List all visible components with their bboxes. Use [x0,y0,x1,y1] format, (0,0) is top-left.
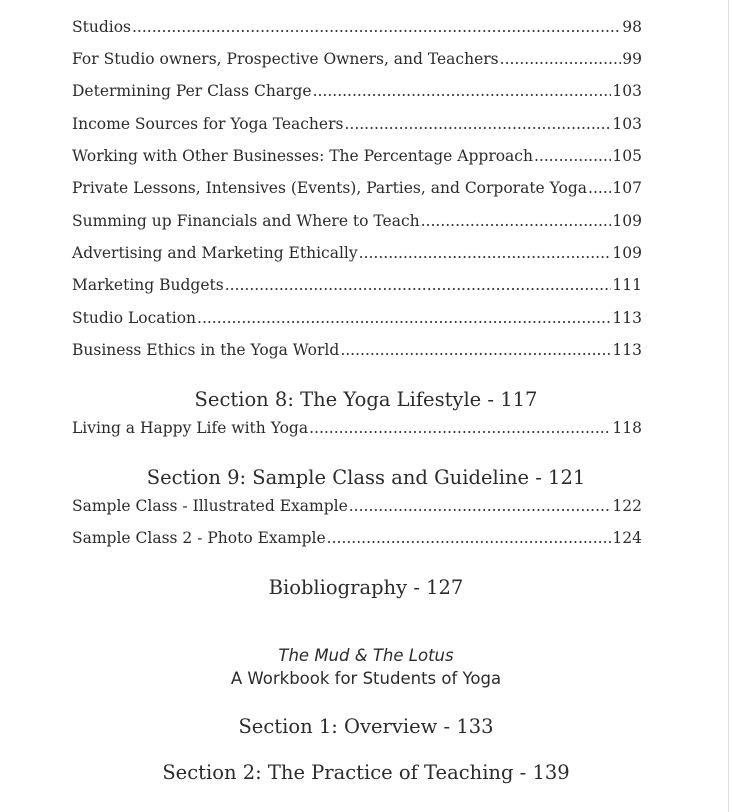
toc-entry[interactable] [72,48,642,70]
dot-leader [313,80,612,102]
toc-entry-title: Marketing Budgets [72,276,224,294]
toc-entry-title: Advertising and Marketing Ethically [72,244,358,262]
dot-leader [132,16,621,38]
toc-entry-title: Private Lessons, Intensives (Events), Parties, and Corporate Yoga [72,179,588,197]
toc-entry[interactable] [72,16,642,38]
toc-entry-page: 103 [612,82,642,100]
toc-entry-title: Business Ethics in the Yoga World [72,341,340,359]
toc-entry-page: 98 [622,18,642,36]
toc-entry-title: Summing up Financials and Where to Teach [72,212,420,230]
toc-entry[interactable] [72,495,642,517]
toc-entry-page: 109 [612,244,642,262]
dot-leader [534,145,611,167]
toc-entry[interactable] [72,274,642,296]
bibliography-heading[interactable]: Biobliography - 127 [268,576,464,599]
toc-entry[interactable] [72,210,642,232]
workbook-title: The Mud & The Lotus [278,646,454,665]
toc-entry-page: 113 [612,341,642,359]
toc-entry-page: 105 [612,147,642,165]
toc-entry[interactable] [72,113,642,135]
toc-entry[interactable] [72,80,642,102]
toc-entry-title: Living a Happy Life with Yoga [72,419,309,437]
toc-entry[interactable] [72,527,642,549]
workbook-section-2-heading[interactable]: Section 2: The Practice of Teaching - 139 [162,761,570,784]
toc-entry-page: 103 [612,115,642,133]
toc-entry-title: Sample Class - Illustrated Example [72,497,348,515]
toc-entry-title: Sample Class 2 - Photo Example [72,529,326,547]
workbook-section-1-heading[interactable]: Section 1: Overview - 133 [238,715,494,738]
page-edge-divider [728,0,729,812]
toc-entry-page: 99 [622,50,642,68]
dot-leader [349,495,612,517]
workbook-subtitle: A Workbook for Students of Yoga [230,669,502,688]
toc-entry-page: 111 [612,276,642,294]
toc-entry[interactable] [72,307,642,329]
section-8-heading[interactable]: Section 8: The Yoga Lifestyle - 117 [194,388,538,411]
section-9-heading[interactable]: Section 9: Sample Class and Guideline - 121 [146,466,586,489]
toc-entry-page: 107 [612,179,642,197]
toc-entry-title: For Studio owners, Prospective Owners, and Teachers [72,50,499,68]
dot-leader [421,210,612,232]
dot-leader [588,177,611,199]
toc-entry-page: 118 [612,419,642,437]
toc-entry-title: Income Sources for Yoga Teachers [72,115,344,133]
toc-entry-page: 122 [612,497,642,515]
toc-entry[interactable] [72,417,642,439]
dot-leader [309,417,611,439]
toc-entry-title: Studio Location [72,309,197,327]
toc-entry-page: 124 [612,529,642,547]
toc-entry-page: 109 [612,212,642,230]
dot-leader [225,274,612,296]
dot-leader [344,113,611,135]
dot-leader [500,48,622,70]
toc-entry[interactable] [72,339,642,361]
toc-entry-title: Working with Other Businesses: The Percentage Approach [72,147,533,165]
dot-leader [327,527,612,549]
toc-entry[interactable] [72,145,642,167]
toc-entry[interactable] [72,177,642,199]
toc-entry-title: Determining Per Class Charge [72,82,312,100]
toc-entry[interactable] [72,242,642,264]
toc-entry-title: Studios [72,18,131,36]
dot-leader [340,339,611,361]
dot-leader [359,242,612,264]
toc-entry-page: 113 [612,309,642,327]
dot-leader [197,307,611,329]
